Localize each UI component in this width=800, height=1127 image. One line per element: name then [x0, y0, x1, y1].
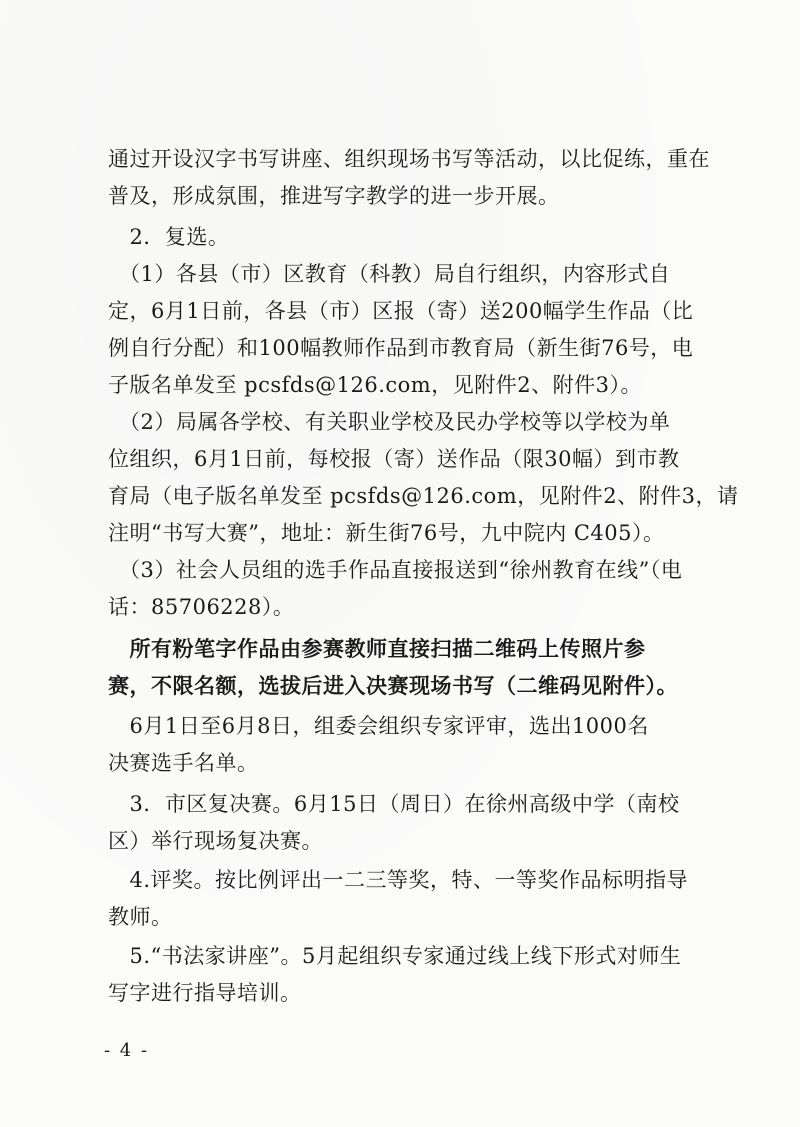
text-line: 例自行分配）和100幅教师作品到市教育局（新生街76号，电 — [108, 336, 694, 360]
text-line: 普及，形成氛围，推进写字教学的进一步开展。 — [108, 184, 560, 208]
text-line: 话：85706228）。 — [108, 595, 295, 619]
text-line: （3）社会人员组的选手作品直接报送到“徐州教育在线”（电 — [108, 558, 683, 582]
text-line: （1）各县（市）区教育（科教）局自行组织，内容形式自 — [108, 262, 671, 286]
text-line: 赛，不限名额，选拔后进入决赛现场书写（二维码见附件）。 — [108, 673, 678, 698]
paragraph-intro-continuation — [108, 141, 708, 215]
text-line: 子版名单发至 pcsfds@126.com，见附件2、附件3）。 — [108, 373, 642, 397]
paragraph-item-1 — [108, 256, 708, 404]
text-line: 通过开设汉字书写讲座、组织现场书写等活动，以比促练，重在 — [108, 147, 710, 171]
text-line: 注明“书写大赛”，地址：新生街76号，九中院内 C405）。 — [108, 521, 665, 545]
text-line: 4.评奖。按比例评出一二三等奖，特、一等奖作品标明指导 — [108, 868, 689, 892]
text-line: 5.“书法家讲座”。5月起组织专家通过线上线下形式对师生 — [108, 944, 682, 968]
paragraph-item-2 — [108, 404, 739, 552]
text-line: 6月1日至6月8日，组委会组织专家评审，选出1000名 — [108, 714, 649, 738]
text-line: 所有粉笔字作品由参赛教师直接扫描二维码上传照片参 — [108, 636, 646, 661]
page-number: - 4 - — [104, 1040, 150, 1061]
paragraph-item-3 — [108, 552, 708, 626]
section-heading-lecture — [108, 938, 708, 1012]
text-line: 位组织，6月1日前，每校报（寄）送作品（限30幅）到市教 — [108, 447, 680, 471]
section-heading-preliminary — [108, 219, 708, 256]
text-line: 3．市区复决赛。6月15日（周日）在徐州高级中学（南校 — [108, 792, 680, 816]
paragraph-chalk-notice — [108, 630, 708, 704]
text-line: 决赛选手名单。 — [108, 751, 259, 775]
text-line: 育局（电子版名单发至 pcsfds@126.com，见附件2、附件3，请 — [108, 484, 739, 508]
text-line: （2）局属各学校、有关职业学校及民办学校等以学校为单 — [108, 410, 671, 434]
text-line: 区）举行现场复决赛。 — [108, 829, 323, 853]
text-line: 2．复选。 — [108, 225, 230, 249]
text-line: 教师。 — [108, 905, 173, 929]
text-line: 写字进行指导培训。 — [108, 981, 302, 1005]
text-line: 定，6月1日前，各县（市）区报（寄）送200幅学生作品（比 — [108, 299, 694, 323]
section-heading-final — [108, 786, 708, 860]
paragraph-review — [108, 708, 708, 782]
section-heading-awards — [108, 862, 708, 936]
